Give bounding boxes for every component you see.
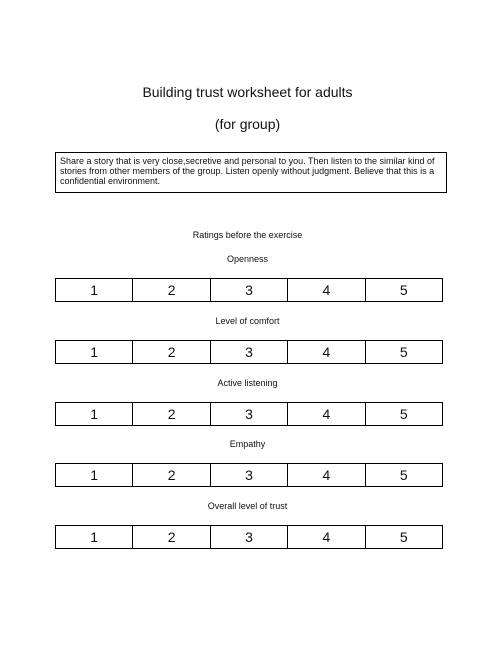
category-label-overall-level-of-trust: Overall level of trust xyxy=(207,501,288,511)
rating-scale-active-listening xyxy=(55,402,443,426)
category-label-active-listening: Active listening xyxy=(217,378,278,388)
ratings-heading: Ratings before the exercise xyxy=(192,230,303,240)
rating-option[interactable]: 2 xyxy=(133,279,210,302)
rating-option[interactable]: 4 xyxy=(288,464,365,487)
rating-option[interactable]: 2 xyxy=(133,403,210,426)
rating-option[interactable]: 1 xyxy=(56,526,133,549)
rating-option[interactable]: 2 xyxy=(133,341,210,364)
rating-option[interactable]: 3 xyxy=(210,403,287,426)
rating-option[interactable]: 3 xyxy=(210,279,287,302)
rating-option[interactable]: 3 xyxy=(210,341,287,364)
worksheet-title: Building trust worksheet for adults xyxy=(142,84,353,100)
category-label-empathy: Empathy xyxy=(229,439,266,449)
rating-scale-level-of-comfort xyxy=(55,340,443,364)
rating-option[interactable]: 1 xyxy=(56,464,133,487)
rating-scale-empathy xyxy=(55,463,443,487)
category-label-level-of-comfort: Level of comfort xyxy=(215,316,280,326)
rating-option[interactable]: 3 xyxy=(210,464,287,487)
rating-option[interactable]: 1 xyxy=(56,341,133,364)
rating-option[interactable]: 2 xyxy=(133,464,210,487)
rating-option[interactable]: 1 xyxy=(56,403,133,426)
rating-option[interactable]: 4 xyxy=(288,403,365,426)
rating-scale-openness xyxy=(55,278,443,302)
rating-option[interactable]: 4 xyxy=(288,526,365,549)
rating-scale-overall-level-of-trust xyxy=(55,525,443,549)
rating-option[interactable]: 4 xyxy=(288,341,365,364)
rating-option[interactable]: 5 xyxy=(365,464,442,487)
rating-option[interactable]: 3 xyxy=(210,526,287,549)
rating-option[interactable]: 5 xyxy=(365,279,442,302)
instructions-box: Share a story that is very close,secretive and personal to you. Then listen to the similar kind of stories from other members of the group. Listen openly without judgment. Believe that this is a confidential environment. xyxy=(55,152,447,193)
rating-option[interactable]: 1 xyxy=(56,279,133,302)
rating-option[interactable]: 2 xyxy=(133,526,210,549)
category-label-openness: Openness xyxy=(226,254,269,264)
rating-option[interactable]: 5 xyxy=(365,341,442,364)
rating-option[interactable]: 5 xyxy=(365,403,442,426)
rating-option[interactable]: 5 xyxy=(365,526,442,549)
worksheet-subtitle: (for group) xyxy=(214,116,281,132)
rating-option[interactable]: 4 xyxy=(288,279,365,302)
